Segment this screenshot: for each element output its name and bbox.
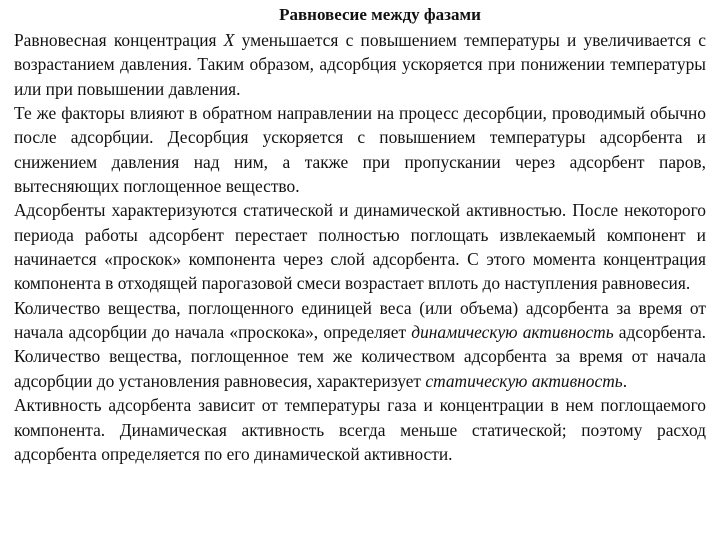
p4-text-middle: адсорбента. Количество вещества, поглощенное тем же количеством адсорбента за время от начала адсорбции до установления равновесия, характеризует xyxy=(14,322,707,391)
term-static-activity: статическую активность xyxy=(425,370,623,391)
paragraph-equilibrium-concentration xyxy=(14,28,706,101)
paragraph-dynamic-static-activity xyxy=(14,296,706,393)
document-title: Равновесие между фазами xyxy=(279,5,481,24)
term-dynamic-activity: динамическую активность xyxy=(411,322,614,343)
variable-x: X xyxy=(223,30,235,50)
paragraph-activity-dependence: Активность адсорбента зависит от температуры газа и концентрации в нем поглощаемого компонента. Динамическая активность всегда меньше статической; поэтому расход адсорбента определяется по его динамической активности. xyxy=(14,395,706,464)
p1-text-start: Равновесная концентрация xyxy=(14,30,224,50)
document-page xyxy=(14,4,706,466)
p4-text-end: . xyxy=(622,370,628,391)
p1-text-end: уменьшается с повышением температуры и увеличивается с возрастанием давления. Таким образом, адсорбция ускоряется при понижении температуры или при повышении давления. xyxy=(14,30,706,99)
paragraph-desorption: Те же факторы влияют в обратном направлении на процесс десорбции, проводимый обычно после адсорбции. Десорбция ускоряется с повышением температуры адсорбента и снижением давления над ним, а также при пропускании через адсорбент паров, вытесняющих поглощенное вещество. xyxy=(14,103,706,197)
p4-text-start: Количество вещества, поглощенного единицей веса (или объема) адсорбента за время от начала адсорбции до начала «проскока», определяет xyxy=(14,297,706,343)
paragraph-adsorbent-activity: Адсорбенты характеризуются статической и динамической активностью. После некоторого периода работы адсорбент перестает полностью поглощать извлекаемый компонент и начинается «проскок» компонента через слой адсорбента. С этого момента концентрация компонента в отходящей парогазовой смеси возрастает вплоть до наступления равновесия. xyxy=(14,200,706,294)
